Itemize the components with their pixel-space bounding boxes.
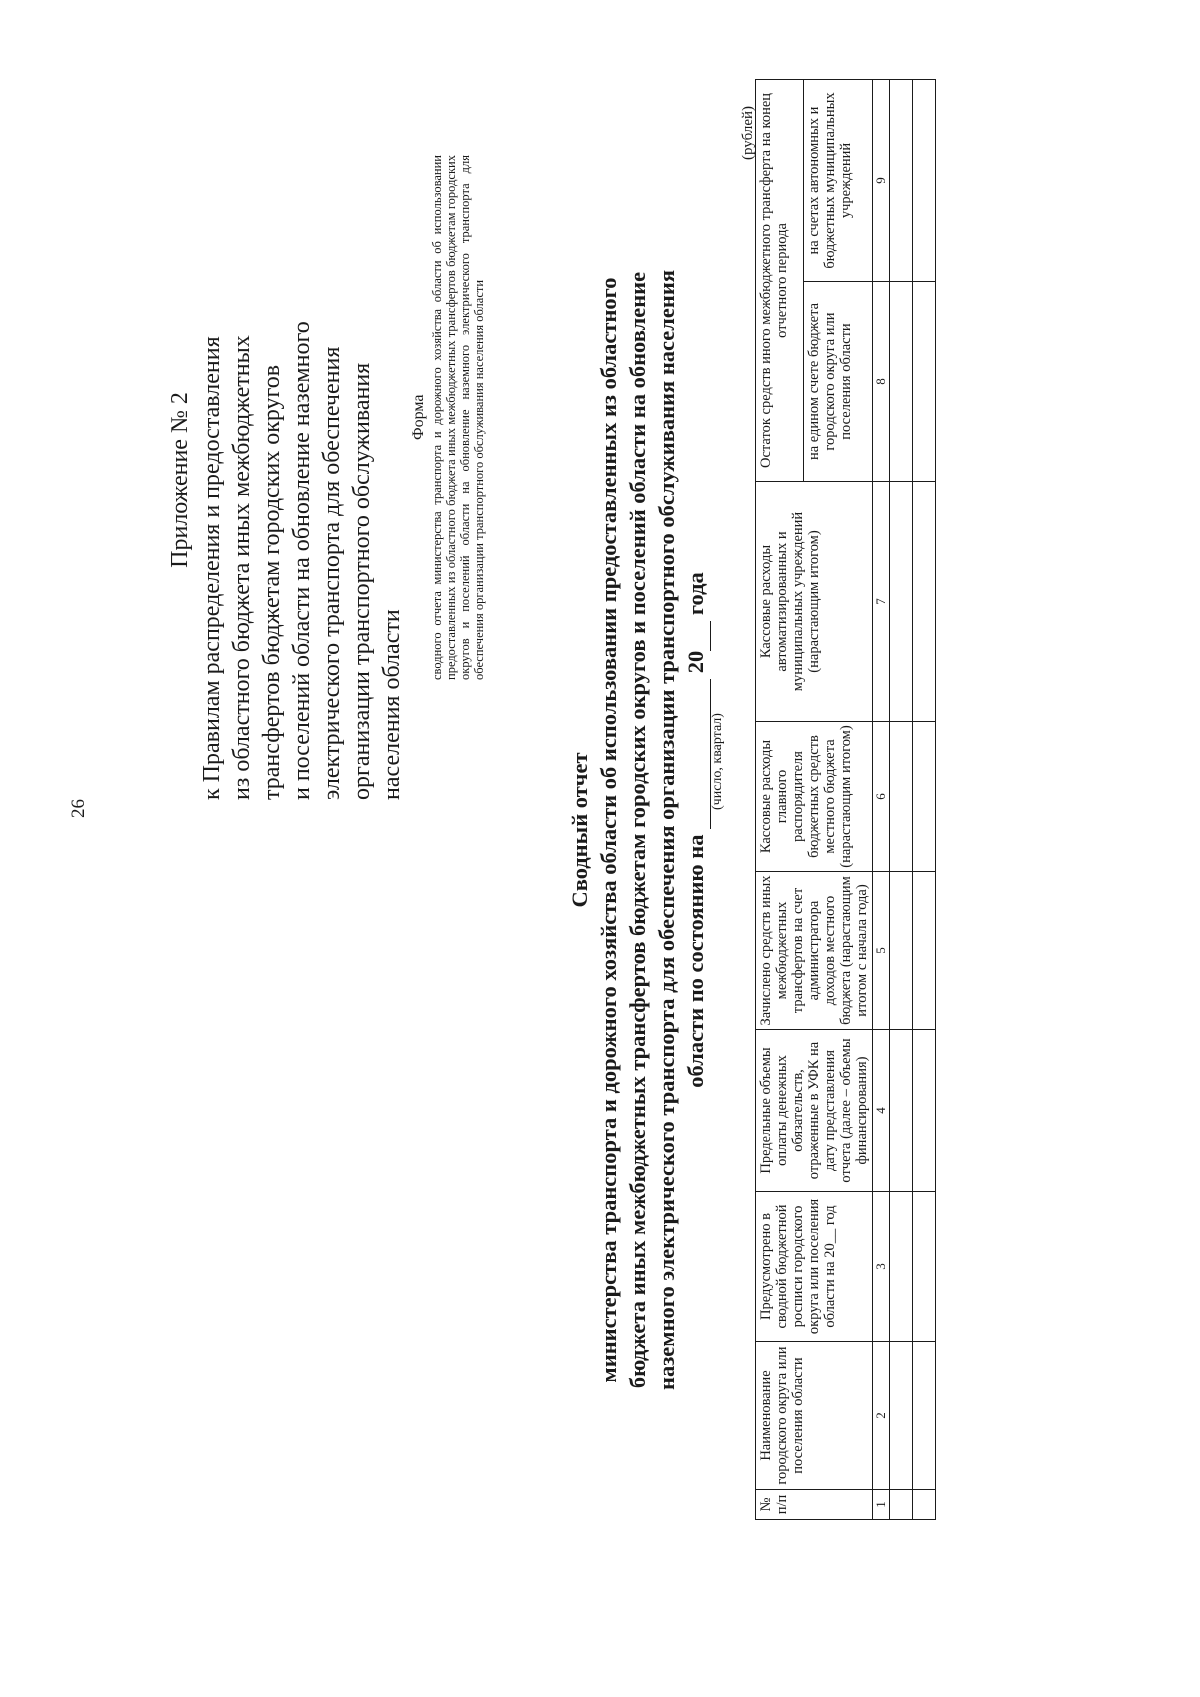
table-cell	[913, 482, 936, 722]
units-label: (рублей)	[740, 105, 756, 160]
column-number: 1	[873, 1490, 890, 1520]
appendix-line: к Правилам распределения и предоставления	[199, 336, 225, 800]
report-title-last-line	[681, 130, 711, 1530]
col-balance-institutions-header: на счетах автономных и бюджетных муниципальных учреждений	[804, 80, 873, 282]
appendix-line: и поселений области на обновление наземного	[289, 321, 315, 800]
year-blank	[681, 621, 711, 651]
column-number: 8	[873, 282, 890, 482]
table-cell	[913, 872, 936, 1030]
report-heading: Сводный отчет	[567, 752, 592, 908]
column-number: 6	[873, 722, 890, 872]
report-date-prefix: области по состоянию на	[683, 834, 708, 1088]
report-title-line: бюджета иных межбюджетных трансфертов бюджетам городских округов и поселений области на обновление	[625, 271, 650, 1389]
table-row	[913, 80, 936, 1520]
table-cell	[890, 80, 913, 282]
report-title-line: министерства транспорта и дорожного хозяйства области об использовании предоставленных из областного	[596, 277, 621, 1383]
table-cell	[913, 80, 936, 282]
report-title-line: наземного электрического транспорта для обеспечения организации транспортного обслуживания населения	[654, 270, 679, 1390]
col-credited-header: Зачислено средств иных межбюджетных трансфертов на счет администратора доходов местного бюджета (нарастающим итогом с начала года)	[756, 872, 873, 1030]
table-cell	[890, 872, 913, 1030]
col-balance-single-account-header: на едином счете бюджета городского округа или поселения области	[804, 282, 873, 482]
col-balance-group-header: Остаток средств иного межбюджетного трансферта на конец отчетного периода	[756, 80, 804, 482]
col-cash-main-header: Кассовые расходы главного распорядителя бюджетных средств местного бюджета (нарастающим итогом)	[756, 722, 873, 872]
form-description: сводного отчета министерства транспорта и дорожного хозяйства области об использовании предоставленных из областного бюджета иных межбюджетных трансфертов бюджетам городских округов и поселений области на обновление наземного электрического транспорта для обеспечения организации транспортного обслуживания населения области	[430, 155, 486, 680]
table-cell	[913, 722, 936, 872]
table-cell	[890, 1342, 913, 1490]
table-row	[890, 80, 913, 1520]
table-cell	[890, 1030, 913, 1192]
table-cell	[890, 1192, 913, 1342]
col-name-header: Наименование городского округа или поселения области	[756, 1342, 873, 1490]
appendix-title: Приложение № 2	[167, 392, 193, 568]
appendix-line: из областного бюджета иных межбюджетных	[229, 335, 255, 800]
col-cash-institutions-header: Кассовые расходы автоматизированных и муниципальных учреждений (нарастающим итогом)	[756, 482, 873, 722]
date-blank	[681, 679, 711, 829]
appendix-line: трансфертов бюджетам городских округов	[259, 364, 285, 800]
table-cell	[890, 282, 913, 482]
appendix-line: организации транспортного обслуживания	[349, 362, 375, 800]
table-cell	[913, 1490, 936, 1520]
appendix-line: электрического транспорта для обеспечения	[319, 346, 345, 800]
table-cell	[913, 1030, 936, 1192]
col-planned-header: Предусмотрено в сводной бюджетной росписи городского округа или поселения области на 20__ год	[756, 1192, 873, 1342]
column-number: 3	[873, 1192, 890, 1342]
table-cell	[913, 1192, 936, 1342]
column-number: 5	[873, 872, 890, 1030]
table-number-row	[873, 80, 890, 1520]
page-number: 26	[68, 799, 89, 818]
date-hint: (число, квартал)	[710, 713, 725, 810]
table-cell	[890, 1490, 913, 1520]
table-header-row	[756, 80, 804, 1520]
col-number-header: № п/п	[756, 1490, 873, 1520]
form-label: Форма	[410, 394, 427, 440]
column-number: 2	[873, 1342, 890, 1490]
year-prefix: 20	[683, 650, 708, 674]
appendix-line: населения области	[379, 609, 405, 800]
table-cell	[913, 282, 936, 482]
table-cell	[913, 1342, 936, 1490]
column-number: 7	[873, 482, 890, 722]
appendix-block	[165, 160, 407, 800]
report-table	[755, 79, 936, 1520]
table-cell	[890, 722, 913, 872]
col-limits-header: Предельные объемы оплаты денежных обязательств, отраженные в УФК на дату представления отчета (далее – объемы финансирования)	[756, 1030, 873, 1192]
table-cell	[890, 482, 913, 722]
rotated-page-content	[165, 40, 1200, 1620]
column-number: 4	[873, 1030, 890, 1192]
column-number: 9	[873, 80, 890, 282]
year-suffix: года	[683, 572, 708, 616]
report-title	[565, 130, 711, 1530]
